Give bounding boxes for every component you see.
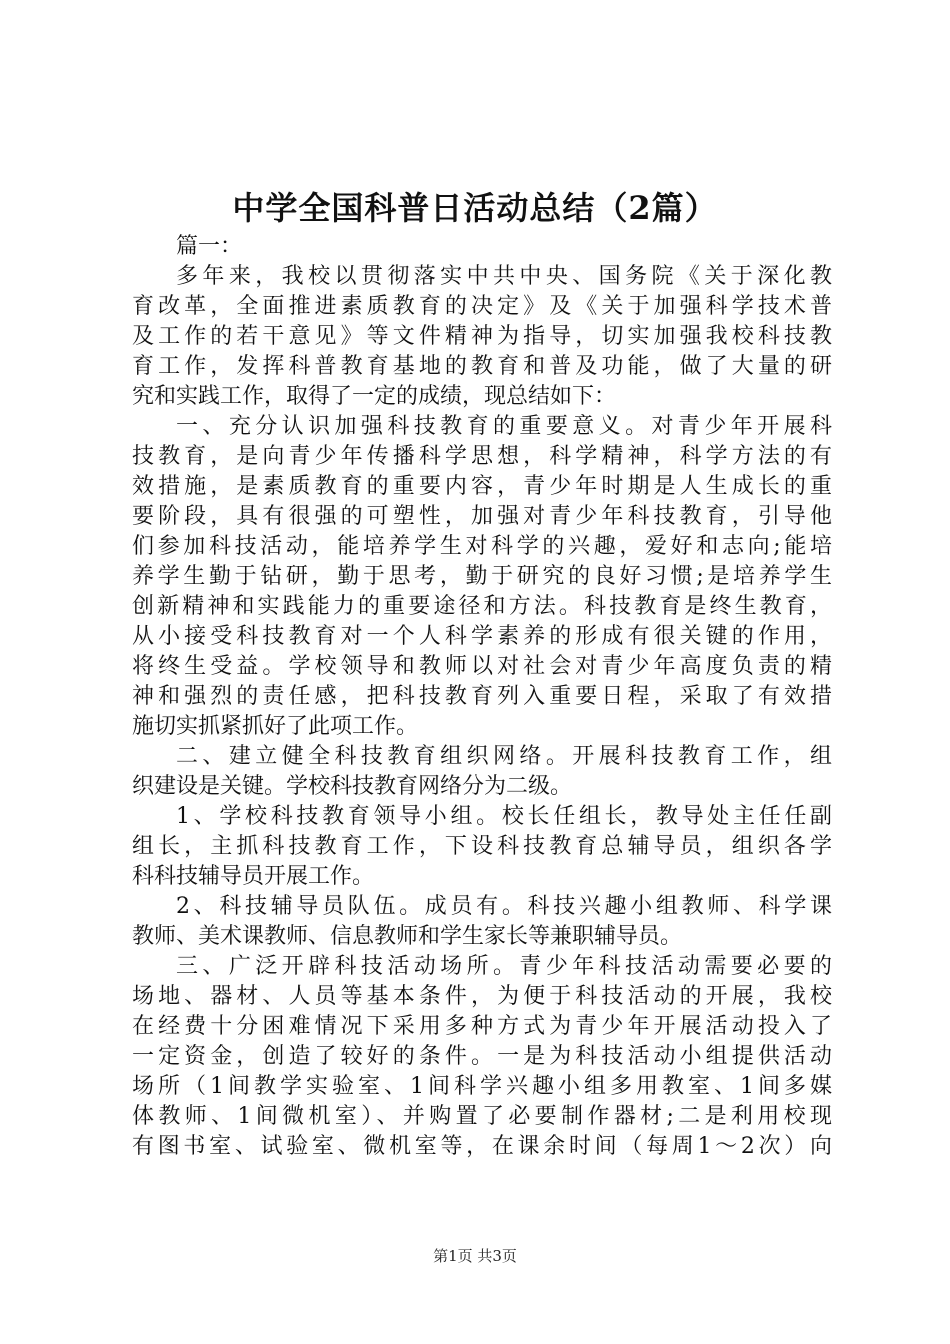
paragraph-line: 在经费十分困难情况下采用多种方式为青少年开展活动投入了 — [132, 1014, 832, 1039]
paragraph-line: 三、广泛开辟科技活动场所。青少年科技活动需要必要的 — [176, 954, 832, 979]
paragraph-line: 究和实践工作，取得了一定的成绩，现总结如下： — [132, 384, 617, 409]
paragraph-line: 育改革，全面推进素质教育的决定》及《关于加强科学技术普 — [132, 294, 832, 319]
document-title: 中学全国科普日活动总结（2篇） — [232, 189, 718, 227]
paragraph-line: 篇一： — [176, 234, 243, 259]
paragraph-line: 教师、美术课教师、信息教师和学生家长等兼职辅导员。 — [132, 924, 683, 949]
paragraph-line: 及工作的若干意见》等文件精神为指导，切实加强我校科技教 — [132, 324, 832, 349]
paragraph-line: 1、学校科技教育领导小组。校长任组长，教导处主任任副 — [176, 804, 832, 829]
paragraph-line: 要阶段，具有很强的可塑性，加强对青少年科技教育，引导他 — [132, 504, 832, 529]
paragraph-line: 育工作，发挥科普教育基地的教育和普及功能，做了大量的研 — [132, 354, 832, 379]
paragraph-line: 织建设是关键。学校科技教育网络分为二级。 — [132, 774, 573, 799]
paragraph-line: 效措施，是素质教育的重要内容，青少年时期是人生成长的重 — [132, 474, 832, 499]
paragraph-line: 从小接受科技教育对一个人科学素养的形成有很关键的作用， — [132, 624, 832, 649]
paragraph-line: 神和强烈的责任感，把科技教育列入重要日程，采取了有效措 — [132, 684, 832, 709]
paragraph-line: 场地、器材、人员等基本条件，为便于科技活动的开展，我校 — [132, 984, 832, 1009]
paragraph-line: 一定资金，创造了较好的条件。一是为科技活动小组提供活动 — [132, 1044, 832, 1069]
paragraph-line: 有图书室、试验室、微机室等，在课余时间（每周1～2次）向 — [132, 1134, 832, 1159]
paragraph-line: 们参加科技活动，能培养学生对科学的兴趣，爱好和志向;能培 — [132, 534, 832, 559]
paragraph-line: 2、科技辅导员队伍。成员有。科技兴趣小组教师、科学课 — [176, 894, 832, 919]
paragraph-line: 组长，主抓科技教育工作，下设科技教育总辅导员，组织各学 — [132, 834, 832, 859]
paragraph-line: 将终生受益。学校领导和教师以对社会对青少年高度负责的精 — [132, 654, 832, 679]
paragraph-line: 场所（1间教学实验室、1间科学兴趣小组多用教室、1间多媒 — [132, 1074, 832, 1099]
paragraph-line: 体教师、1间微机室）、并购置了必要制作器材;二是利用校现 — [132, 1104, 832, 1129]
document-body — [132, 232, 832, 1162]
paragraph-line: 养学生勤于钻研，勤于思考，勤于研究的良好习惯;是培养学生 — [132, 564, 832, 589]
paragraph-line: 二、建立健全科技教育组织网络。开展科技教育工作，组 — [176, 744, 832, 769]
paragraph-line: 施切实抓紧抓好了此项工作。 — [132, 714, 419, 739]
paragraph-line: 多年来，我校以贯彻落实中共中央、国务院《关于深化教 — [176, 264, 832, 289]
paragraph-line: 科科技辅导员开展工作。 — [132, 864, 375, 889]
paragraph-line: 一、充分认识加强科技教育的重要意义。对青少年开展科 — [176, 414, 832, 439]
page-footer: 第1页 共3页 — [433, 1247, 517, 1265]
paragraph-line: 技教育，是向青少年传播科学思想，科学精神，科学方法的有 — [132, 444, 832, 469]
paragraph-line: 创新精神和实践能力的重要途径和方法。科技教育是终生教育， — [132, 594, 832, 619]
